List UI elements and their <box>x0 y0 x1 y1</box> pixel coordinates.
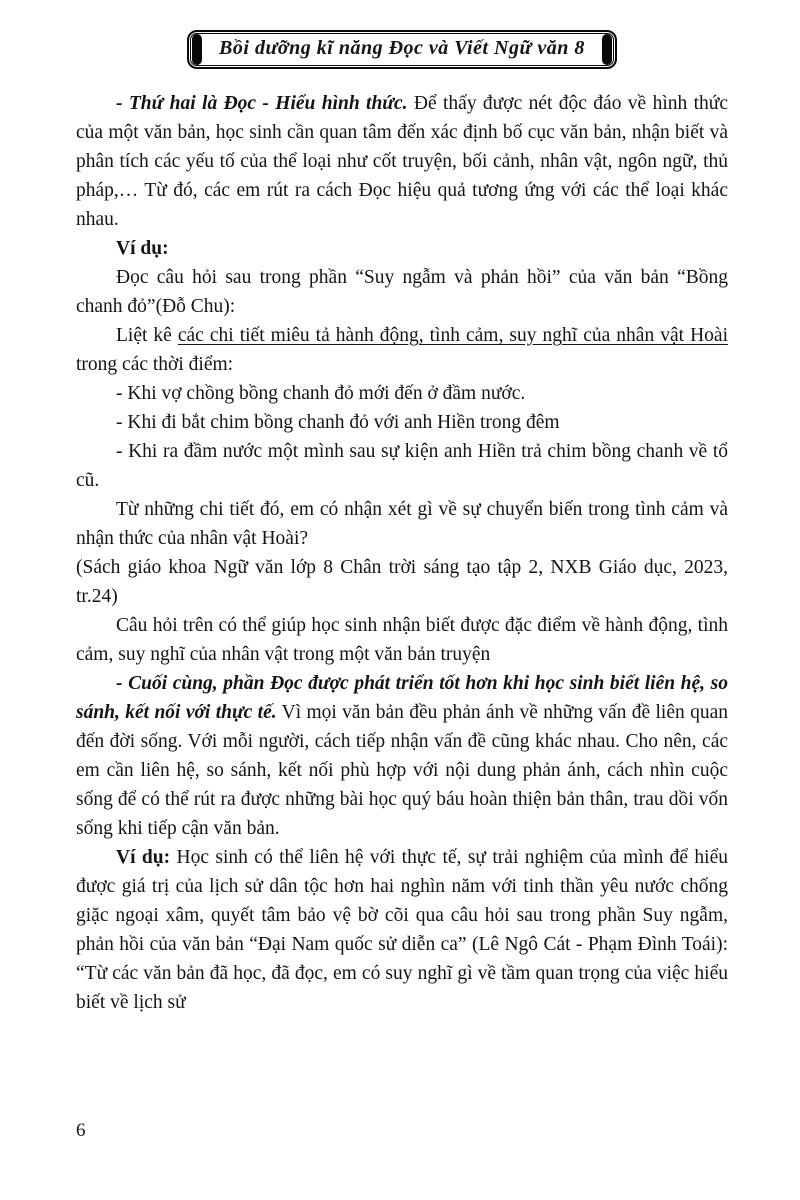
page-content <box>76 89 728 1017</box>
frame-ornament-right-icon <box>602 34 612 65</box>
paragraph-question-intro <box>76 263 728 321</box>
paragraph-text: Vì mọi văn bản đều phản ánh về những vấn đề liên quan đến đời sống. Với mỗi người, cách tiếp nhận vấn đề cũng khác nhau. Cho nên, các em cần liên hệ, so sánh, kết nối phù hợp với nội dung phản ánh, cách nhìn cuộc sống để có thể rút ra được những bài học quý báu hoàn thiện bản thân, trau dồi vốn sống khi tiếp cận văn bản. <box>76 702 728 839</box>
paragraph-text: Để thấy được nét độc đáo về hình thức của một văn bản, học sinh cần quan tâm đến xác định bố cục văn bản, nhận biết và phân tích các yếu tố của thể loại như cốt truyện, bối cảnh, nhân vật, ngôn ngữ, thủ pháp,… Từ đó, các em rút ra cách Đọc hiệu quả tương ứng với các thể loại khác nhau. <box>76 93 728 230</box>
source-citation-text: (Sách giáo khoa Ngữ văn lớp 8 Chân trời sáng tạo tập 2, NXB Giáo dục, 2023, tr.24) <box>76 557 728 607</box>
bullet-text: - Khi ra đầm nước một mình sau sự kiện anh Hiền trả chim bồng chanh về tổ cũ. <box>76 441 728 491</box>
paragraph-example-2 <box>76 843 728 1017</box>
bullet-item-1 <box>76 379 728 408</box>
example-label-2: Ví dụ: <box>116 847 171 868</box>
paragraph-text: Học sinh có thể liên hệ với thực tế, sự trải nghiệm của mình để hiểu được giá trị của lịch sử dân tộc hơn hai nghìn năm với tinh thần yêu nước chống giặc ngoại xâm, quyết tâm bảo vệ bờ cõi qua câu hỏi sau trong phần Suy ngẫm, phản hồi của văn bản “Đại Nam quốc sử diễn ca” (Lê Ngô Cát - Phạm Đình Toái): “Từ các văn bản đã học, đã đọc, em có suy nghĩ gì về tầm quan trọng của việc hiểu biết về lịch sử <box>76 847 728 1013</box>
paragraph-text: Câu hỏi trên có thể giúp học sinh nhận biết được đặc điểm về hành động, tình cảm, suy nghĩ của nhân vật trong một văn bản truyện <box>76 615 728 665</box>
lead-heading-cuoi-cung: - Cuối cùng, phần Đọc được phát triển tốt hơn khi học sinh biết liên hệ, so sánh, kết nối với thực tế. <box>76 673 728 723</box>
underlined-phrase: các chi tiết miêu tả hành động, tình cảm, suy nghĩ của nhân vật Hoài <box>177 325 728 346</box>
paragraph-doc-hieu-hinh-thuc <box>76 89 728 234</box>
lead-heading-doc-hieu-hinh-thuc: - Thứ hai là Đọc - Hiểu hình thức. <box>116 93 408 114</box>
paragraph-liet-ke <box>76 321 728 379</box>
bullet-text: - Khi đi bắt chim bồng chanh đỏ với anh Hiền trong đêm <box>116 412 560 433</box>
paragraph-text: Đọc câu hỏi sau trong phần “Suy ngẫm và phản hồi” của văn bản “Bồng chanh đỏ”(Đỗ Chu): <box>76 267 728 317</box>
book-title: Bồi dưỡng kĩ năng Đọc và Viết Ngữ văn 8 <box>219 37 585 59</box>
paragraph-cuoi-cung <box>76 669 728 843</box>
paragraph-cau-hoi-tren <box>76 611 728 669</box>
frame-ornament-left-icon <box>192 34 202 65</box>
bullet-text: - Khi vợ chồng bồng chanh đỏ mới đến ở đầm nước. <box>116 383 526 404</box>
paragraph-text: Từ những chi tiết đó, em có nhận xét gì về sự chuyển biến trong tình cảm và nhận thức của nhân vật Hoài? <box>76 499 728 549</box>
bullet-item-3 <box>76 437 728 495</box>
example-label-1 <box>76 234 728 263</box>
page-number: 6 <box>76 1120 86 1141</box>
bullet-item-2 <box>76 408 728 437</box>
page-header <box>76 30 728 69</box>
paragraph-text-pre: Liệt kê <box>116 325 178 346</box>
header-frame <box>187 30 617 69</box>
source-citation <box>76 553 728 611</box>
example-label-text: Ví dụ: <box>116 238 169 259</box>
paragraph-tu-nhung-chi-tiet <box>76 495 728 553</box>
paragraph-text-post: trong các thời điểm: <box>76 354 234 375</box>
